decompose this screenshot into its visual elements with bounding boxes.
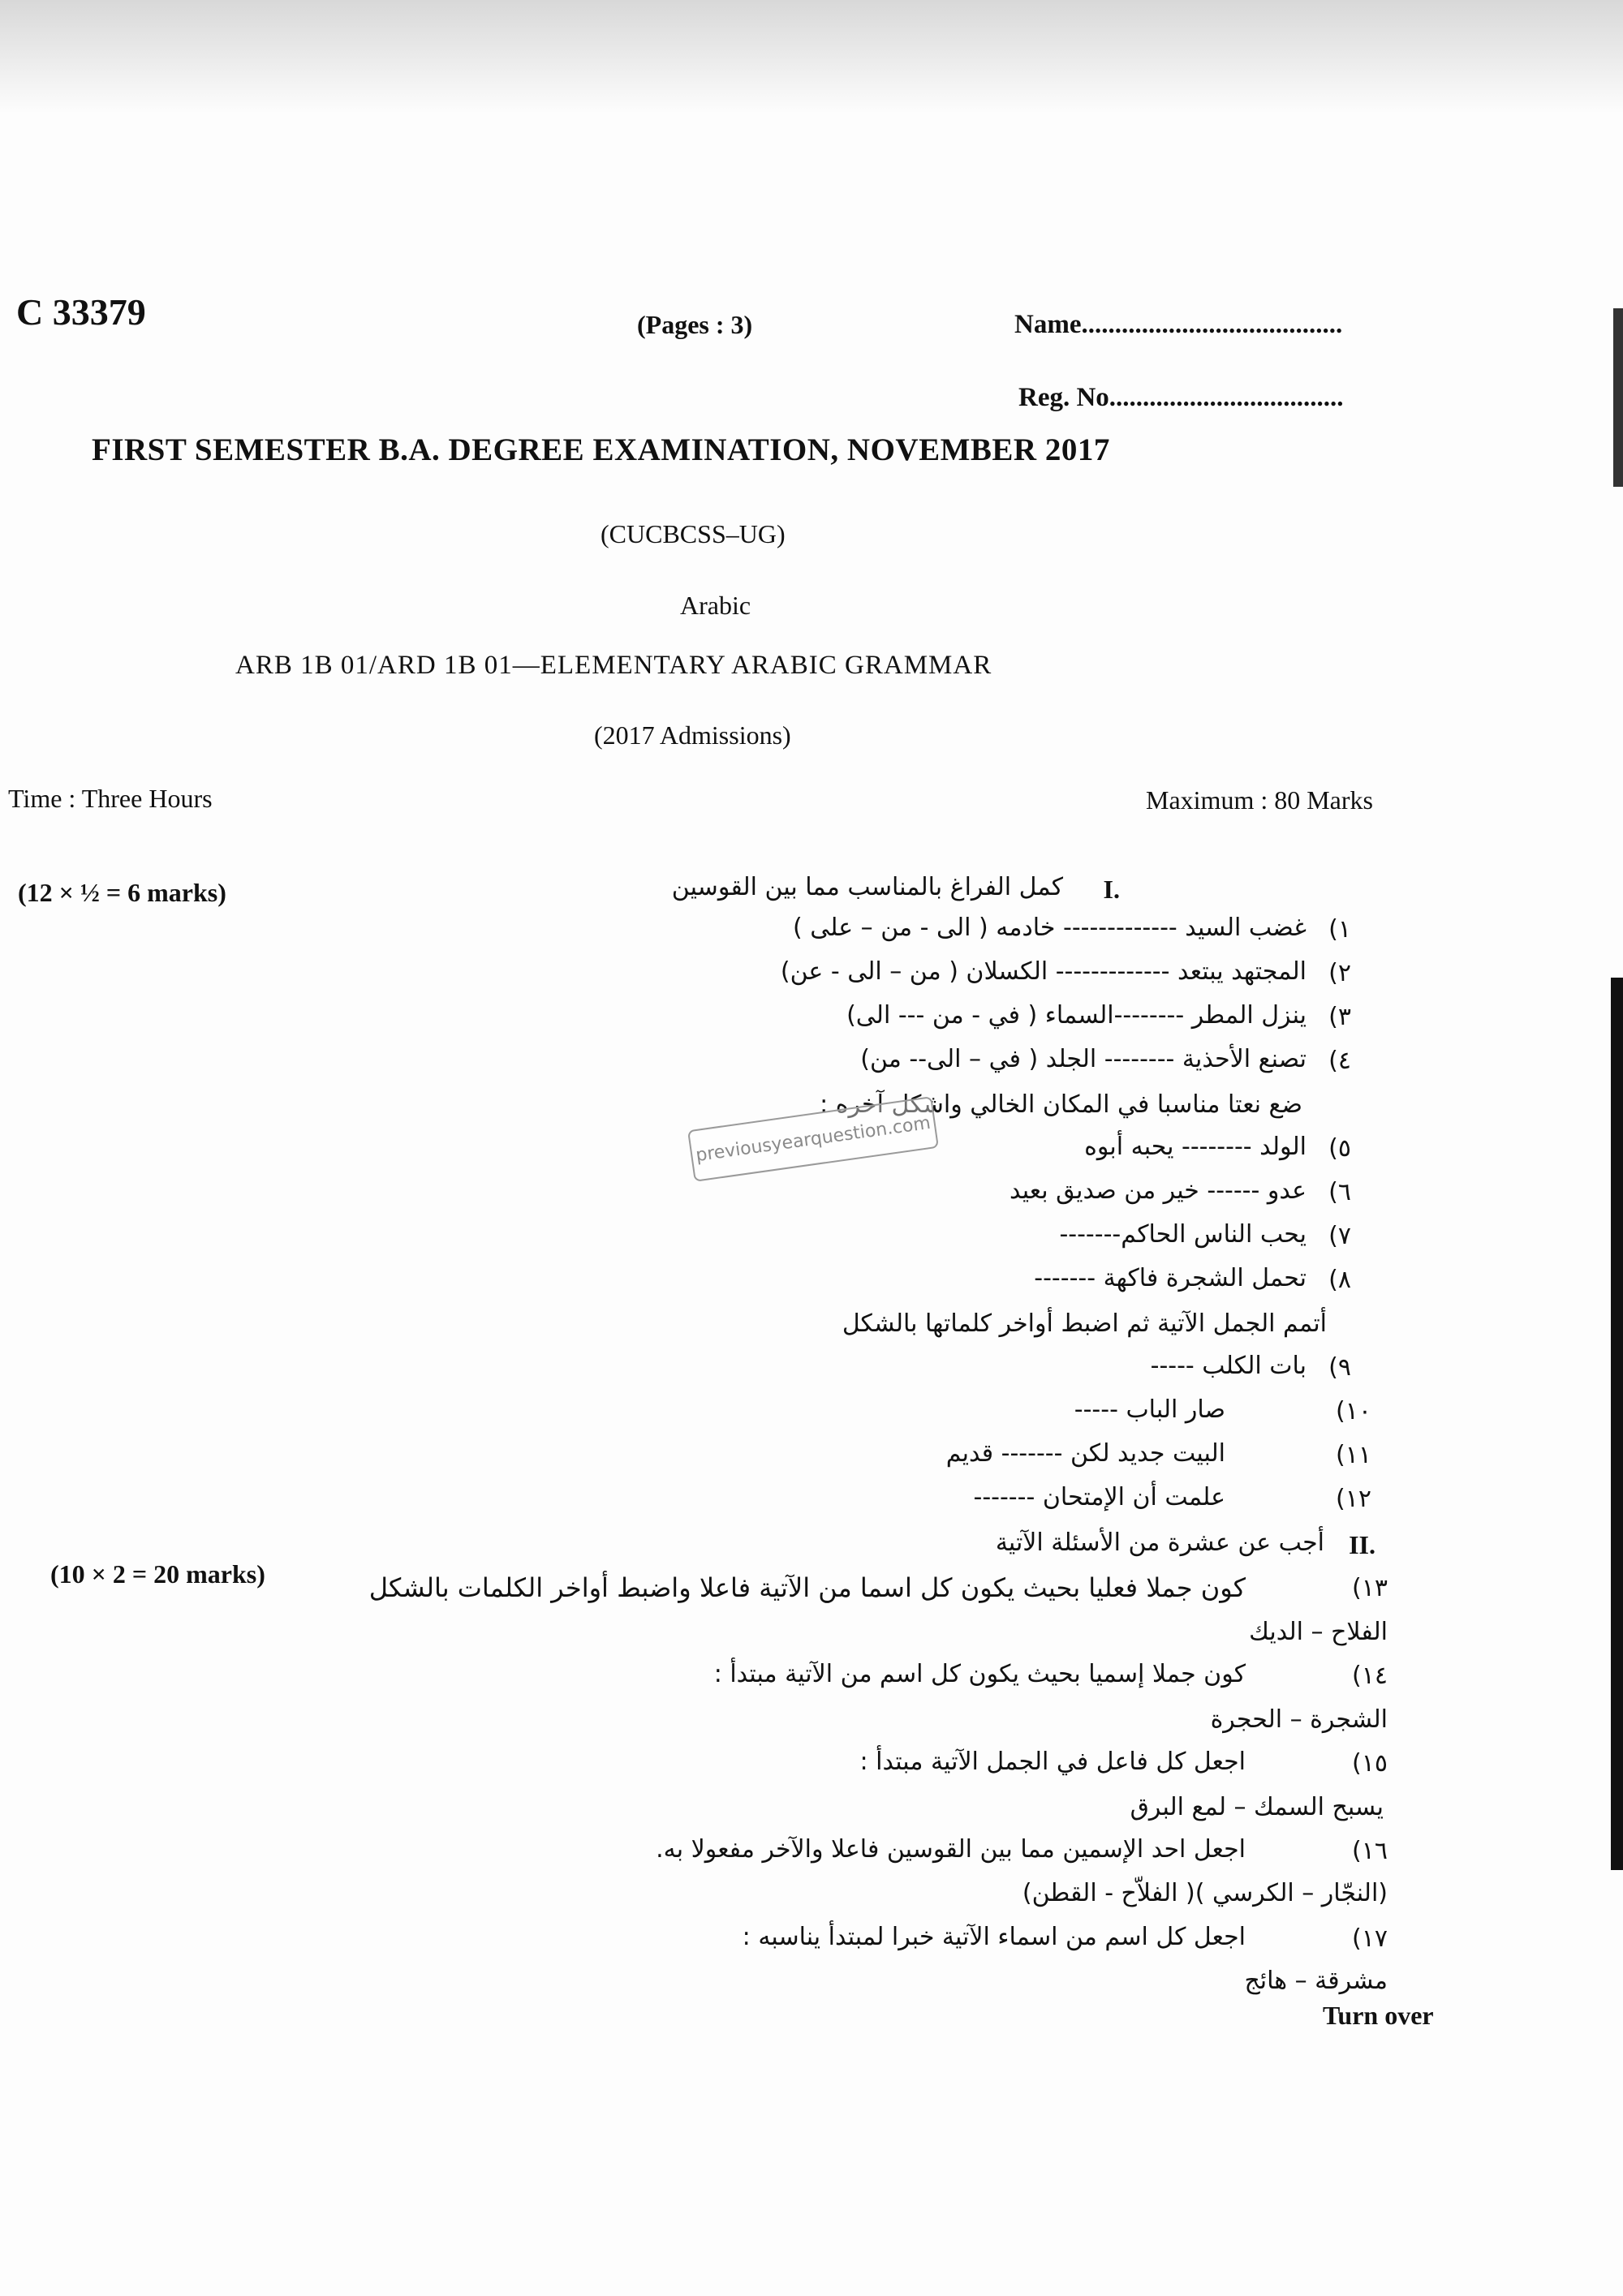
q13-words: الفلاح – الديك	[1249, 1618, 1388, 1646]
q8-number: ٨)	[1328, 1266, 1351, 1294]
exam-subject: Arabic	[680, 591, 751, 620]
q16-text: اجعل احد الإسمين مما بين القوسين فاعلا والآخر مفعولا به.	[656, 1835, 1246, 1864]
q5-number: ٥)	[1328, 1134, 1351, 1163]
section1-subheading-adjective: ضع نعتا مناسبا في المكان الخالي واشكل آخره :	[820, 1090, 1302, 1119]
q17-text: اجعل كل اسم من اسماء الآتية خبرا لمبتدأ يناسبه :	[742, 1923, 1246, 1951]
q14-number: ١٤)	[1352, 1662, 1388, 1690]
q1-number: ١)	[1328, 915, 1351, 944]
q11-number: ١١)	[1336, 1441, 1371, 1469]
course-title: ARB 1B 01/ARD 1B 01—ELEMENTARY ARABIC GRAMMAR	[235, 651, 992, 680]
q7-text: يحب الناس الحاكم-------	[1059, 1220, 1307, 1249]
q15-number: ١٥)	[1352, 1749, 1388, 1778]
q14-text: كون جملا إسميا بحيث يكون كل اسم من الآتية مبتدأ :	[713, 1660, 1246, 1688]
section1-marks: (12 × ½ = 6 marks)	[18, 878, 226, 907]
q15-words: يسبح السمك – لمع البرق	[1130, 1793, 1384, 1821]
q2-number: ٢)	[1328, 959, 1351, 987]
turn-over-label: Turn over	[1323, 2001, 1434, 2030]
q6-text: عدو ------ خير من صديق بعيد	[1009, 1176, 1307, 1205]
exam-scheme: (CUCBCSS–UG)	[601, 519, 786, 548]
name-field-label: Name.......................................	[1014, 310, 1343, 339]
q5-text: الولد -------- يحبه أبوه	[1084, 1133, 1307, 1161]
q12-text: علمت أن الإمتحان -------	[973, 1483, 1225, 1511]
q12-number: ١٢)	[1336, 1485, 1371, 1513]
regno-field-label: Reg. No...................................	[1018, 383, 1344, 412]
watermark-stamp: previousyearquestion.com	[687, 1096, 939, 1182]
admissions-year: (2017 Admissions)	[594, 720, 791, 750]
q17-number: ١٧)	[1352, 1924, 1388, 1953]
q3-number: ٣)	[1328, 1003, 1351, 1031]
q14-words: الشجرة – الحجرة	[1210, 1705, 1388, 1734]
section1-subheading-complete: أتمم الجمل الآتية ثم اضبط أواخر كلماتها بالشكل	[842, 1309, 1327, 1338]
q15-text: اجعل كل فاعل في الجمل الآتية مبتدأ :	[859, 1748, 1246, 1776]
section2-heading: أجب عن عشرة من الأسئلة الآتية	[995, 1529, 1324, 1557]
q13-text: كون جملا فعليا بحيث يكون كل اسما من الآتية فاعلا واضبط أواخر الكلمات بالشكل	[368, 1572, 1246, 1603]
exam-title: FIRST SEMESTER B.A. DEGREE EXAMINATION, NOVEMBER 2017	[92, 432, 1110, 467]
scan-edge-shadow-top	[1613, 308, 1623, 487]
q11-text: البيت جديد لكن ------- قديم	[945, 1439, 1225, 1468]
q16-number: ١٦)	[1352, 1837, 1388, 1865]
pages-count: (Pages : 3)	[637, 310, 753, 339]
scan-shading	[0, 0, 1623, 114]
section2-numeral: II.	[1349, 1530, 1375, 1559]
section1-numeral: I.	[1103, 875, 1120, 904]
q9-text: بات الكلب -----	[1150, 1352, 1307, 1380]
q1-text: غضب السيد ------------- خادمه ( الى - من – على )	[793, 914, 1307, 942]
q8-text: تحمل الشجرة فاكهة -------	[1034, 1264, 1307, 1292]
section2-marks: (10 × 2 = 20 marks)	[50, 1559, 265, 1589]
exam-duration: Time : Three Hours	[8, 784, 213, 813]
q4-text: تصنع الأحذية -------- الجلد ( في – الى-- من)	[860, 1045, 1307, 1073]
q9-number: ٩)	[1328, 1353, 1351, 1382]
q16-words: (النجّار – الكرسي )( الفلاّح - القطن)	[1022, 1879, 1388, 1907]
q10-number: ١٠)	[1336, 1397, 1371, 1425]
paper-code: C 33379	[16, 291, 146, 333]
scan-edge-shadow	[1611, 978, 1623, 1870]
q6-number: ٦)	[1328, 1178, 1351, 1206]
q2-text: المجتهد يبتعد ------------- الكسلان ( من – الى - عن)	[780, 957, 1307, 986]
q10-text: صار الباب -----	[1074, 1395, 1225, 1424]
section1-heading: كمل الفراغ بالمناسب مما بين القوسين	[671, 873, 1063, 901]
maximum-marks: Maximum : 80 Marks	[1146, 785, 1373, 815]
q7-number: ٧)	[1328, 1222, 1351, 1250]
q17-words: مشرقة – هائج	[1244, 1967, 1388, 1995]
q13-number: ١٣)	[1352, 1574, 1388, 1602]
q4-number: ٤)	[1328, 1047, 1351, 1075]
q3-text: ينزل المطر --------السماء ( في - من --- الى)	[846, 1001, 1307, 1030]
